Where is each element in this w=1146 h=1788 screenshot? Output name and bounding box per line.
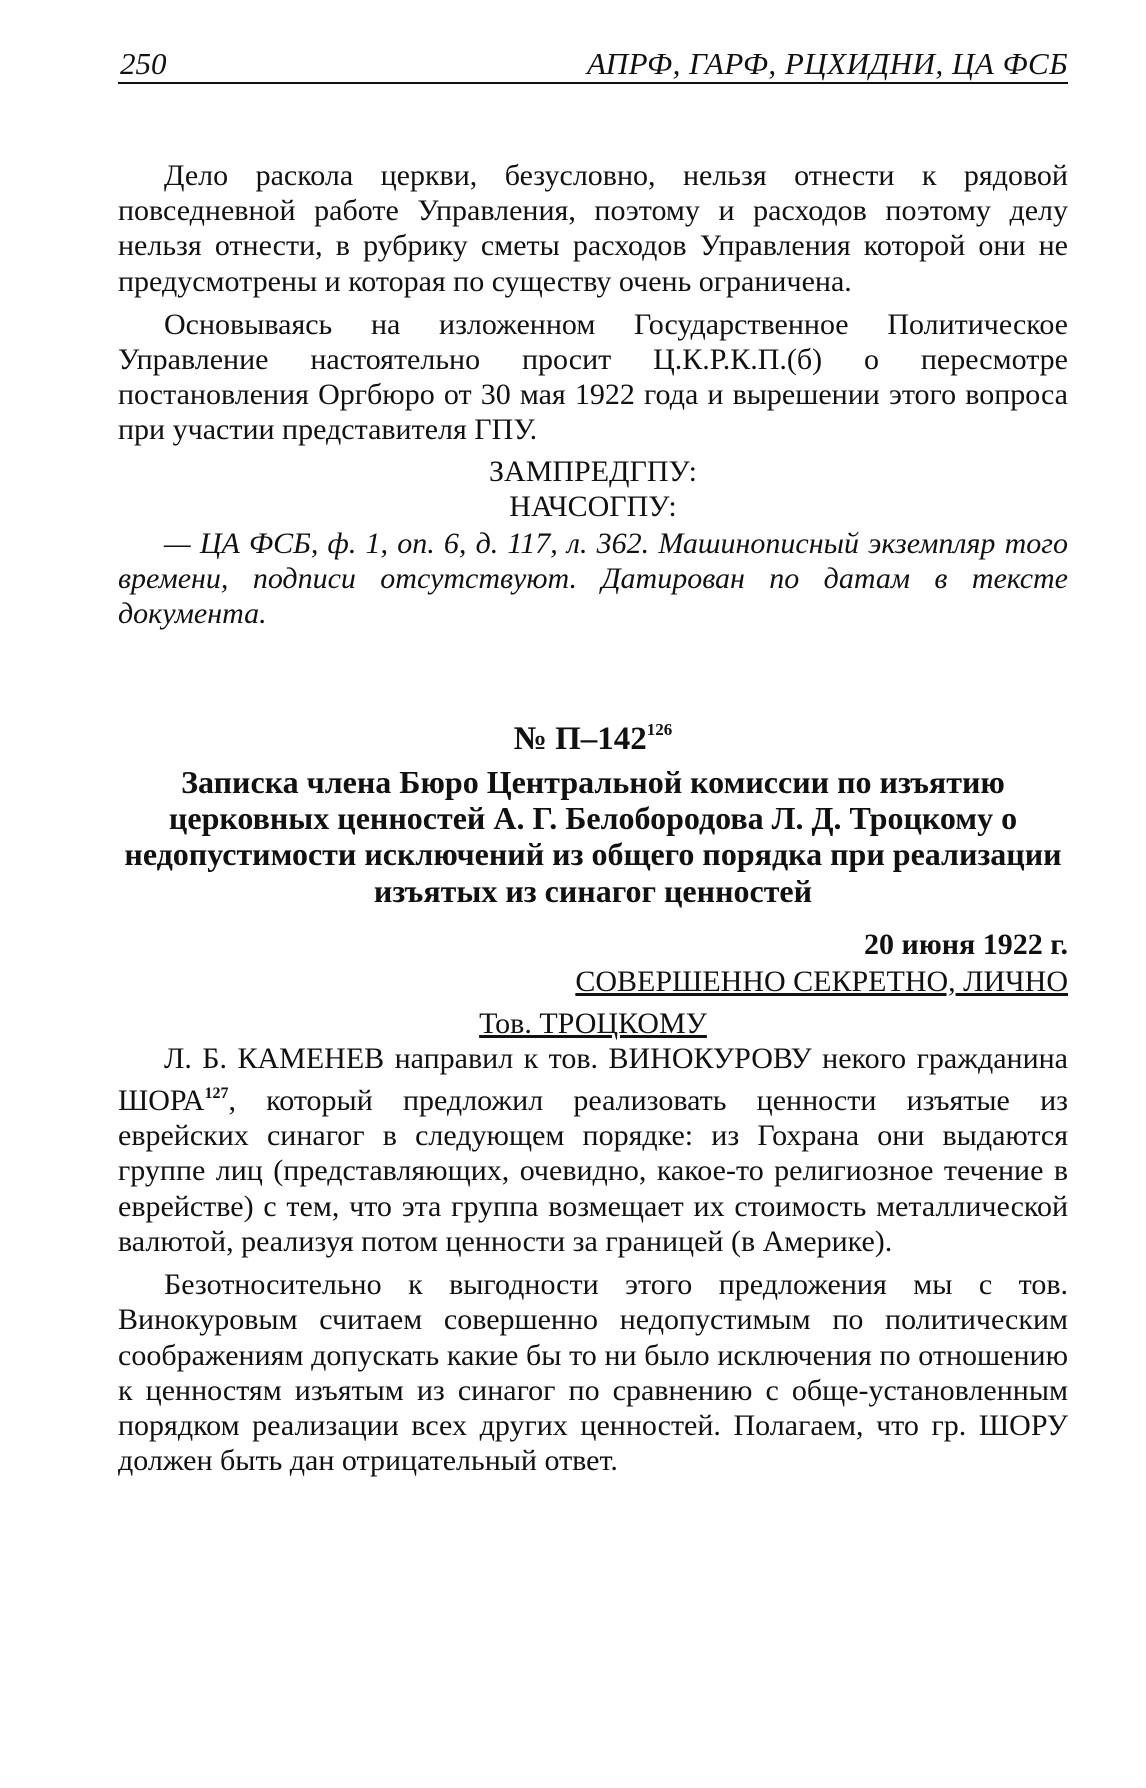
document-date: 20 июня 1922 г. [864,928,1068,962]
document-number-text: № П–142 [513,720,647,757]
document-title: Записка члена Бюро Центральной комиссии по изъятию церковных ценностей А. Г. Белобородова Л. Д. Троцкому о недопустимости исключений из общего порядка при реализации изъятых из синагог ценностей [124,763,1062,909]
intro-paragraph-2: Основываясь на изложенном Государственное Политическое Управление настоятельно просит Ц.К.Р.К.П.(б) о пересмотре постановления Оргбюро от 30 мая 1922 года и вырешении этого вопроса при участии представителя ГПУ. [118,307,1068,447]
document-body [118,1041,1068,1478]
header-title: АПРФ, ГАРФ, РЦХИДНИ, ЦА ФСБ [587,46,1068,81]
running-header [118,42,1068,84]
body-paragraph-1-start: Л. Б. КАМЕНЕВ направил к тов. ВИНОКУРОВУ некого гражданина ШОРА [118,1041,1068,1118]
body-paragraph-1-end: , который предложил реализовать ценности изъятые из еврейских синагог в следующем порядке: из Гохрана они выдаются группе лиц (представляющих, очевидно, какое-то религиозное течение в еврействе) с тем, что эта группа возмещает их стоимость металлической валютой, реализуя потом ценности за границей (в Америке). [118,1084,1068,1258]
body-paragraph-2: Безотносительно к выгодности этого предложения мы с тов. Винокуровым считаем совершенно недопустимым по политическим соображениям допускать какие бы то ни было исключения по отношению к ценностям изъятым из синагог по сравнению с обще-установленным порядком реализации всех других ценностей. Полагаем, что гр. ШОРУ должен быть дан отрицательный ответ. [118,1268,1068,1478]
signature-head-so: НАЧСОГПУ: [509,489,677,523]
page-number: 250 [120,46,167,81]
addressee: Тов. ТРОЦКОМУ [479,1006,707,1040]
document-number-footnote: 126 [646,719,673,739]
page-content [118,158,1068,1478]
classification-stamp: СОВЕРШЕННО СЕКРЕТНО, ЛИЧНО [575,965,1068,999]
signature-deputy-chairman: ЗАМПРЕДГПУ: [489,454,697,488]
archival-source-note: — ЦА ФСБ, ф. 1, оп. 6, д. 117, л. 362. Машинописный экземпляр того времени, подписи отсутствуют. Датирован по датам в тексте документа. [118,527,1068,631]
body-paragraph-1 [118,1041,1068,1259]
document-number [118,710,1068,759]
footnote-ref-127: 127 [204,1085,229,1103]
intro-paragraph-1: Дело раскола церкви, безусловно, нельзя отнести к рядовой повседневной работе Управления, поэтому и расходов поэтому делу нельзя отнести, в рубрику сметы расходов Управления которой они не предусмотрены и которая по существу очень ограничена. [118,159,1068,298]
